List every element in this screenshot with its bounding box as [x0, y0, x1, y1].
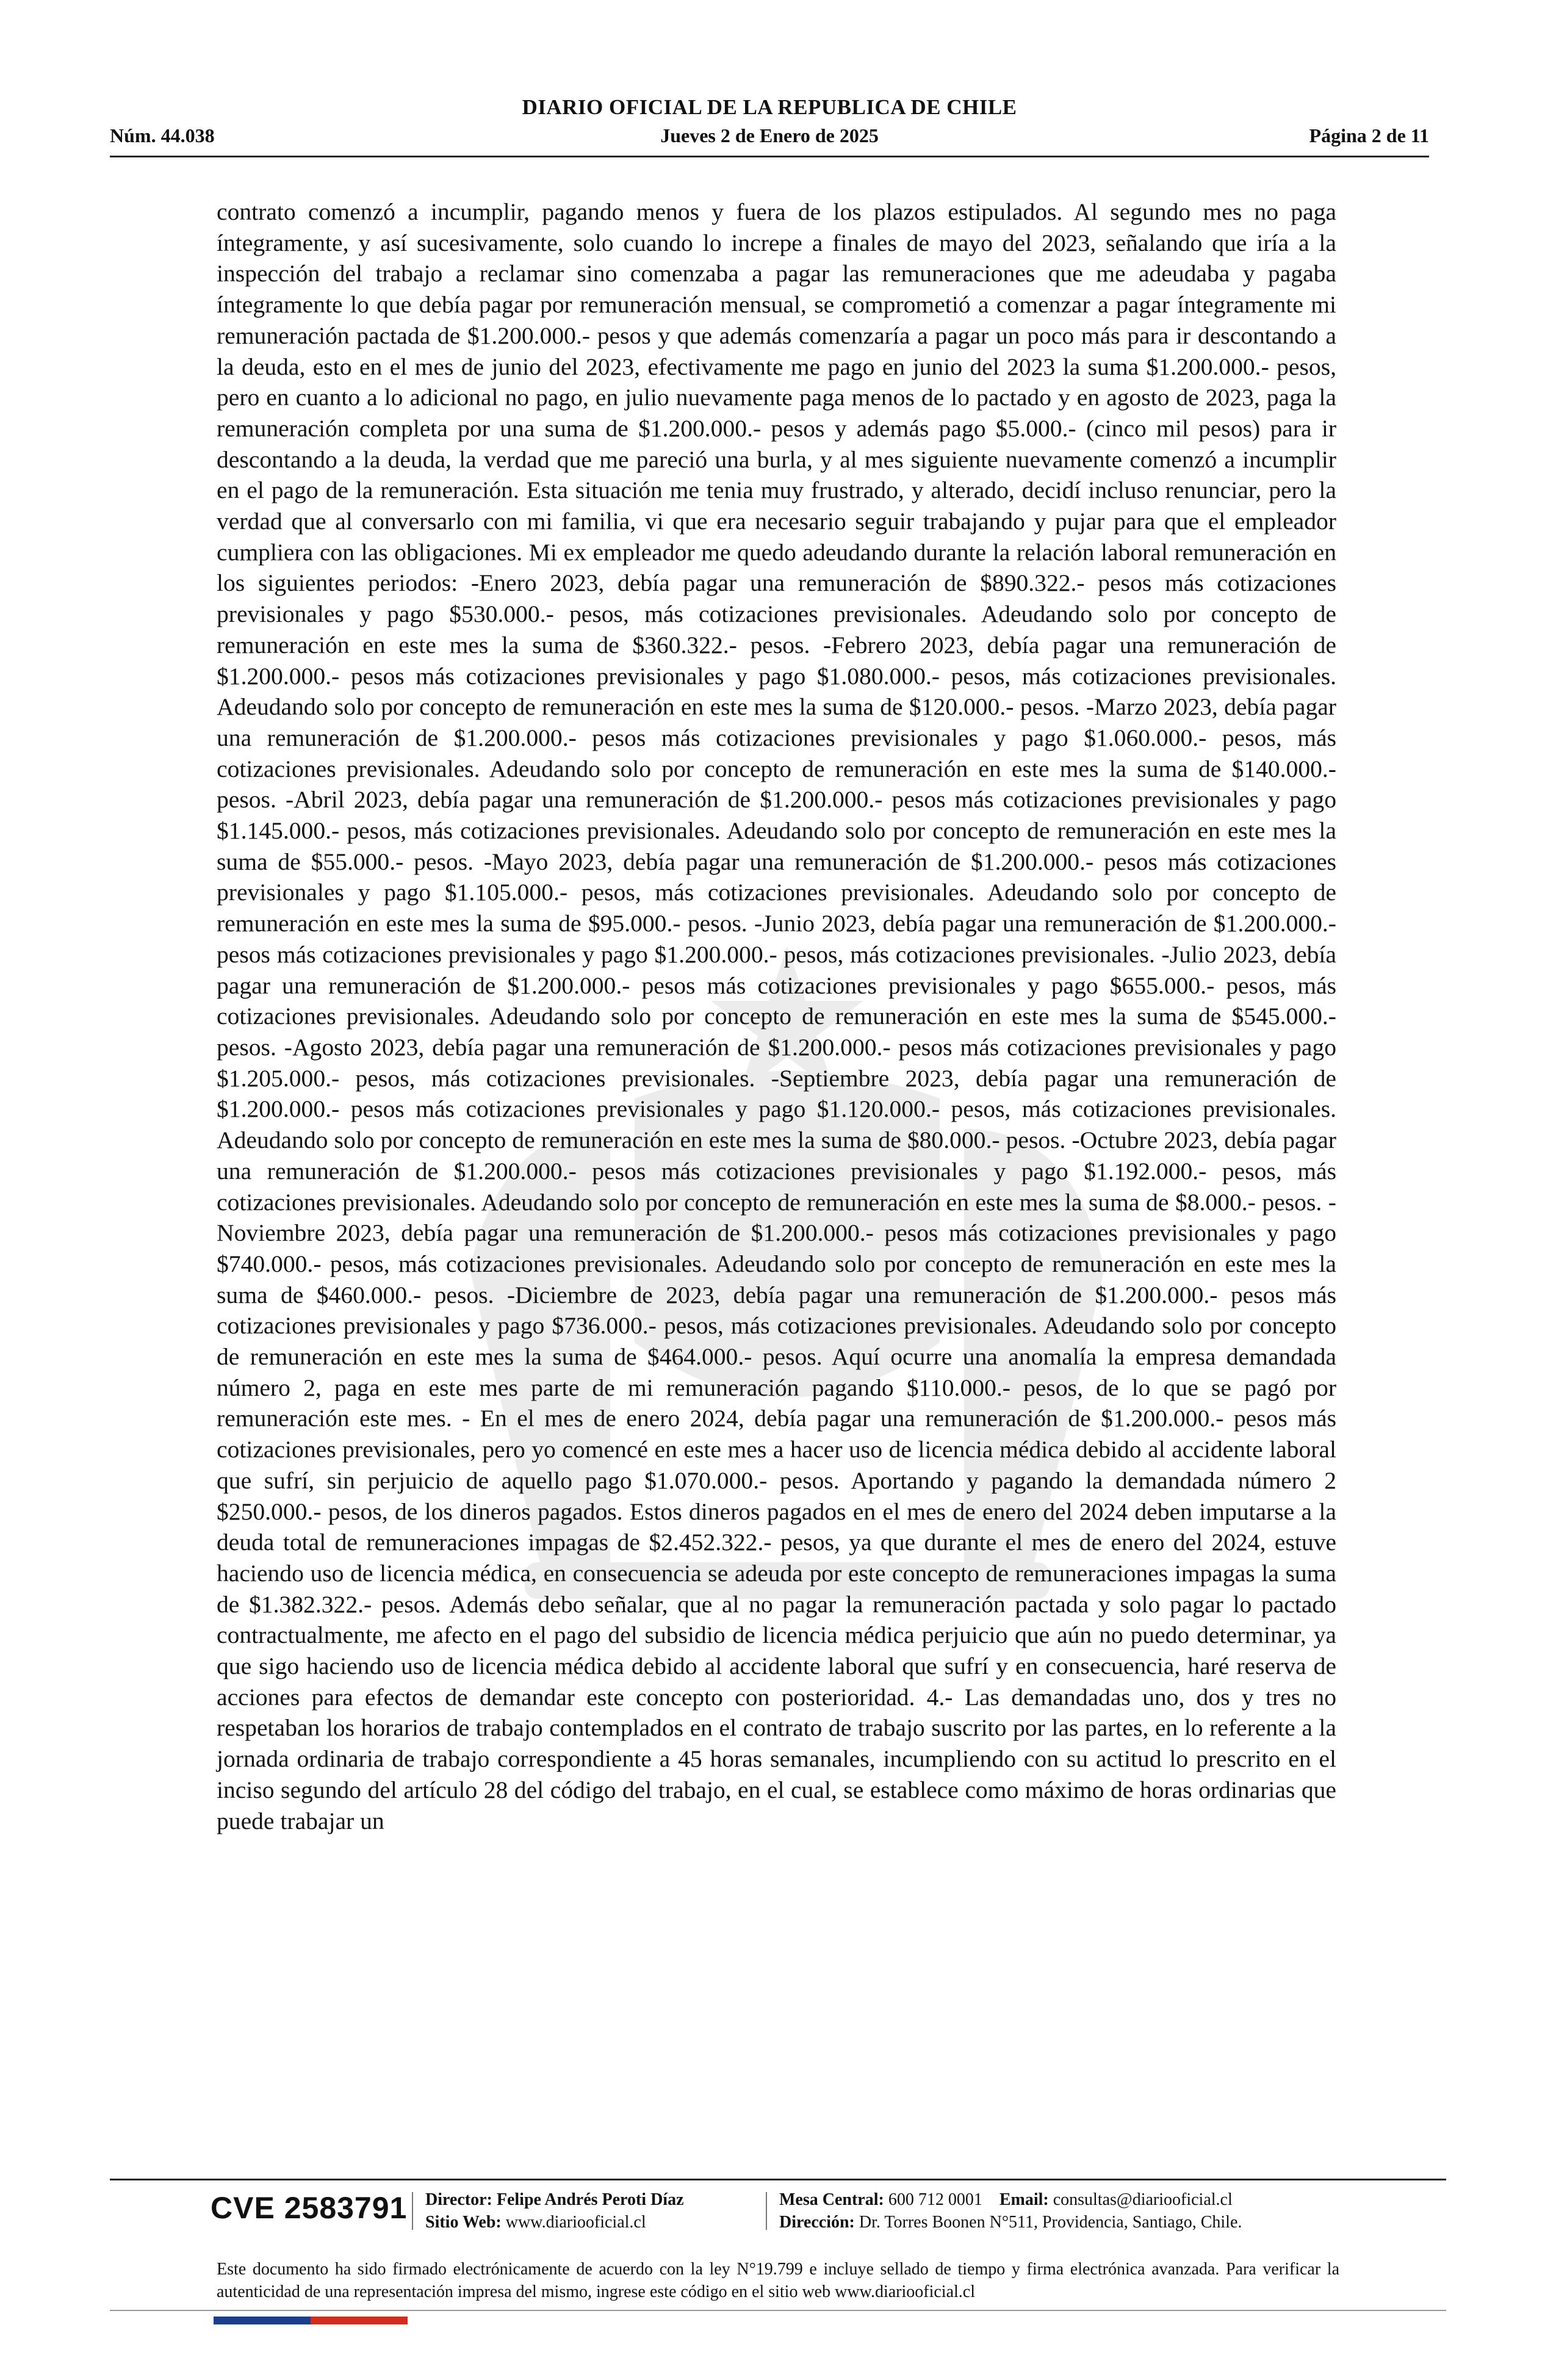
footer-bottom-divider [110, 2310, 1446, 2311]
flag-red-stripe [311, 2317, 408, 2324]
article-body: contrato comenzó a incumplir, pagando menos y fuera de los plazos estipulados. Al segundo mes no paga íntegramente, y así sucesivamente, solo cuando lo increpe a finales de mayo del 2023, señalando que iría a la inspección del trabajo a reclamar sino comenzaba a pagar las remuneraciones que me adeudaba y pagaba íntegramente lo que debía pagar por remuneración mensual, se comprometió a comenzar a pagar íntegramente mi remuneración pactada de $1.200.000.- pesos y que además comenzaría a pagar un poco más para ir descontando a la deuda, esto en el mes de junio del 2023, efectivamente me pago en junio del 2023 la suma $1.200.000.- pesos, pero en cuanto a lo adicional no pago, en julio nuevamente paga menos de lo pactado y en agosto de 2023, paga la remuneración completa por una suma de $1.200.000.- pesos y además pago $5.000.- (cinco mil pesos) para ir descontando a la deuda, la verdad que me pareció una burla, y al mes siguiente nuevamente comenzó a incumplir en el pago de la remuneración. Esta situación me tenia muy frustrado, y alterado, decidí incluso renunciar, pero la verdad que al conversarlo con mi familia, vi que era necesario seguir trabajando y pujar para que el empleador cumpliera con las obligaciones. Mi ex empleador me quedo adeudando durante la relación laboral remuneración en los siguientes periodos: -Enero 2023, debía pagar una remuneración de $890.322.- pesos más cotizaciones previsionales y pago $530.000.- pesos, más cotizaciones previsionales. Adeudando solo por concepto de remuneración en este mes la suma de $360.322.- pesos. -Febrero 2023, debía pagar una remuneración de $1.200.000.- pesos más cotizaciones previsionales y pago $1.080.000.- pesos, más cotizaciones previsionales. Adeudando solo por concepto de remuneración en este mes la suma de $120.000.- pesos. -Marzo 2023, debía pagar una remuneración de $1.200.000.- pesos más cotizaciones previsionales y pago $1.060.000.- pesos, más cotizaciones previsionales. Adeudando solo por concepto de remuneración en este mes la suma de $140.000.- pesos. -Abril 2023, debía pagar una remuneración de $1.200.000.- pesos más cotizaciones previsionales y pago $1.145.000.- pesos, más cotizaciones previsionales. Adeudando solo por concepto de remuneración en este mes la suma de $55.000.- pesos. -Mayo 2023, debía pagar una remuneración de $1.200.000.- pesos más cotizaciones previsionales y pago $1.105.000.- pesos, más cotizaciones previsionales. Adeudando solo por concepto de remuneración en este mes la suma de $95.000.- pesos. -Junio 2023, debía pagar una remuneración de $1.200.000.- pesos más cotizaciones previsionales y pago $1.200.000.- pesos, más cotizaciones previsionales. -Julio 2023, debía pagar una remuneración de $1.200.000.- pesos más cotizaciones previsionales y pago $655.000.- pesos, más cotizaciones previsionales. Adeudando solo por concepto de remuneración en este mes la suma de $545.000.- pesos. -Agosto 2023, debía pagar una remuneración de $1.200.000.- pesos más cotizaciones previsionales y pago $1.205.000.- pesos, más cotizaciones previsionales. -Septiembre 2023, debía pagar una remuneración de $1.200.000.- pesos más cotizaciones previsionales y pago $1.120.000.- pesos, más cotizaciones previsionales. Adeudando solo por concepto de remuneración en este mes la suma de $80.000.- pesos. -Octubre 2023, debía pagar una remuneración de $1.200.000.- pesos más cotizaciones previsionales y pago $1.192.000.- pesos, más cotizaciones previsionales. Adeudando solo por concepto de remuneración en este mes la suma de $8.000.- pesos. -Noviembre 2023, debía pagar una remuneración de $1.200.000.- pesos más cotizaciones previsionales y pago $740.000.- pesos, más cotizaciones previsionales. Adeudando solo por concepto de remuneración en este mes la suma de $460.000.- pesos. -Diciembre de 2023, debía pagar una remuneración de $1.200.000.- pesos más cotizaciones previsionales y pago $736.000.- pesos, más cotizaciones previsionales. Adeudando solo por concepto de remuneración en este mes la suma de $464.000.- pesos. Aquí ocurre una anomalía la empresa demandada número 2, paga en este mes parte de mi remuneración pagando $110.000.- pesos, de lo que se pagó por remuneración este mes. - En el mes de enero 2024, debía pagar una remuneración de $1.200.000.- pesos más cotizaciones previsionales, pero yo comencé en este mes a hacer uso de licencia médica debido al accidente laboral que sufrí, sin perjuicio de aquello pago $1.070.000.- pesos. Aportando y pagando la demandada número 2 $250.000.- pesos, de los dineros pagados. Estos dineros pagados en el mes de enero del 2024 deben imputarse a la deuda total de remuneraciones impagas de $2.452.322.- pesos, ya que durante el mes de enero del 2024, estuve haciendo uso de licencia médica, en consecuencia se adeuda por este concepto de remuneraciones impagas la suma de $1.382.322.- pesos. Además debo señalar, que al no pagar la remuneración pactada y solo pagar lo pactado contractualmente, me afecto en el pago del subsidio de licencia médica perjuicio que aún no puedo determinar, ya que sigo haciendo uso de licencia médica debido al accidente laboral que sufrí y en consecuencia, haré reserva de acciones para efectos de demandar este concepto con posterioridad. 4.- Las demandadas uno, dos y tres no respetaban los horarios de trabajo contemplados en el contrato de trabajo suscrito por las partes, en lo referente a la jornada ordinaria de trabajo correspondiente a 45 horas semanales, incumpliendo con su actitud lo prescrito en el inciso segundo del artículo 28 del código del trabajo, en el cual, se establece como máximo de horas ordinarias que puede trabajar un [217, 198, 1336, 1834]
signature-notice: Este documento ha sido firmado electrónicamente de acuerdo con la ley N°19.799 e incluye sellado de tiempo y firma electrónica avanzada. Para verificar la autenticidad de una representación impresa del mismo, ingrese este código en el sitio web www.diariooficial.cl [217, 2260, 1339, 2301]
website-label: Sitio Web: [425, 2213, 502, 2232]
flag-blue-stripe [214, 2317, 311, 2324]
footer-separator [766, 2192, 767, 2230]
footer-divider [110, 2179, 1446, 2180]
issue-date: Jueves 2 de Enero de 2025 [660, 124, 879, 146]
address-text: Dr. Torres Boonen N°511, Providencia, Santiago, Chile. [859, 2213, 1242, 2232]
page-header [110, 92, 1429, 159]
flag-stripe [214, 2317, 408, 2324]
page-indicator: Página 2 de 11 [1309, 124, 1429, 146]
address-label: Dirección: [779, 2213, 855, 2232]
cve-code: CVE 2583791 [211, 2191, 408, 2225]
director-label: Director: [425, 2190, 492, 2209]
director-name: Felipe Andrés Peroti Díaz [496, 2190, 684, 2209]
email-label: Email: [999, 2190, 1049, 2209]
footer-director-block [425, 2188, 684, 2234]
publication-title: DIARIO OFICIAL DE LA REPUBLICA DE CHILE [522, 95, 1017, 119]
email-link[interactable]: consultas@diariooficial.cl [1053, 2190, 1233, 2209]
header-divider [110, 156, 1429, 157]
footer-contact-block [779, 2188, 1242, 2234]
phone-number: 600 712 0001 [888, 2190, 982, 2209]
phone-label: Mesa Central: [779, 2190, 884, 2209]
website-link[interactable]: www.diariooficial.cl [505, 2213, 646, 2232]
issue-number: Núm. 44.038 [110, 124, 215, 146]
footer-separator [412, 2192, 413, 2230]
